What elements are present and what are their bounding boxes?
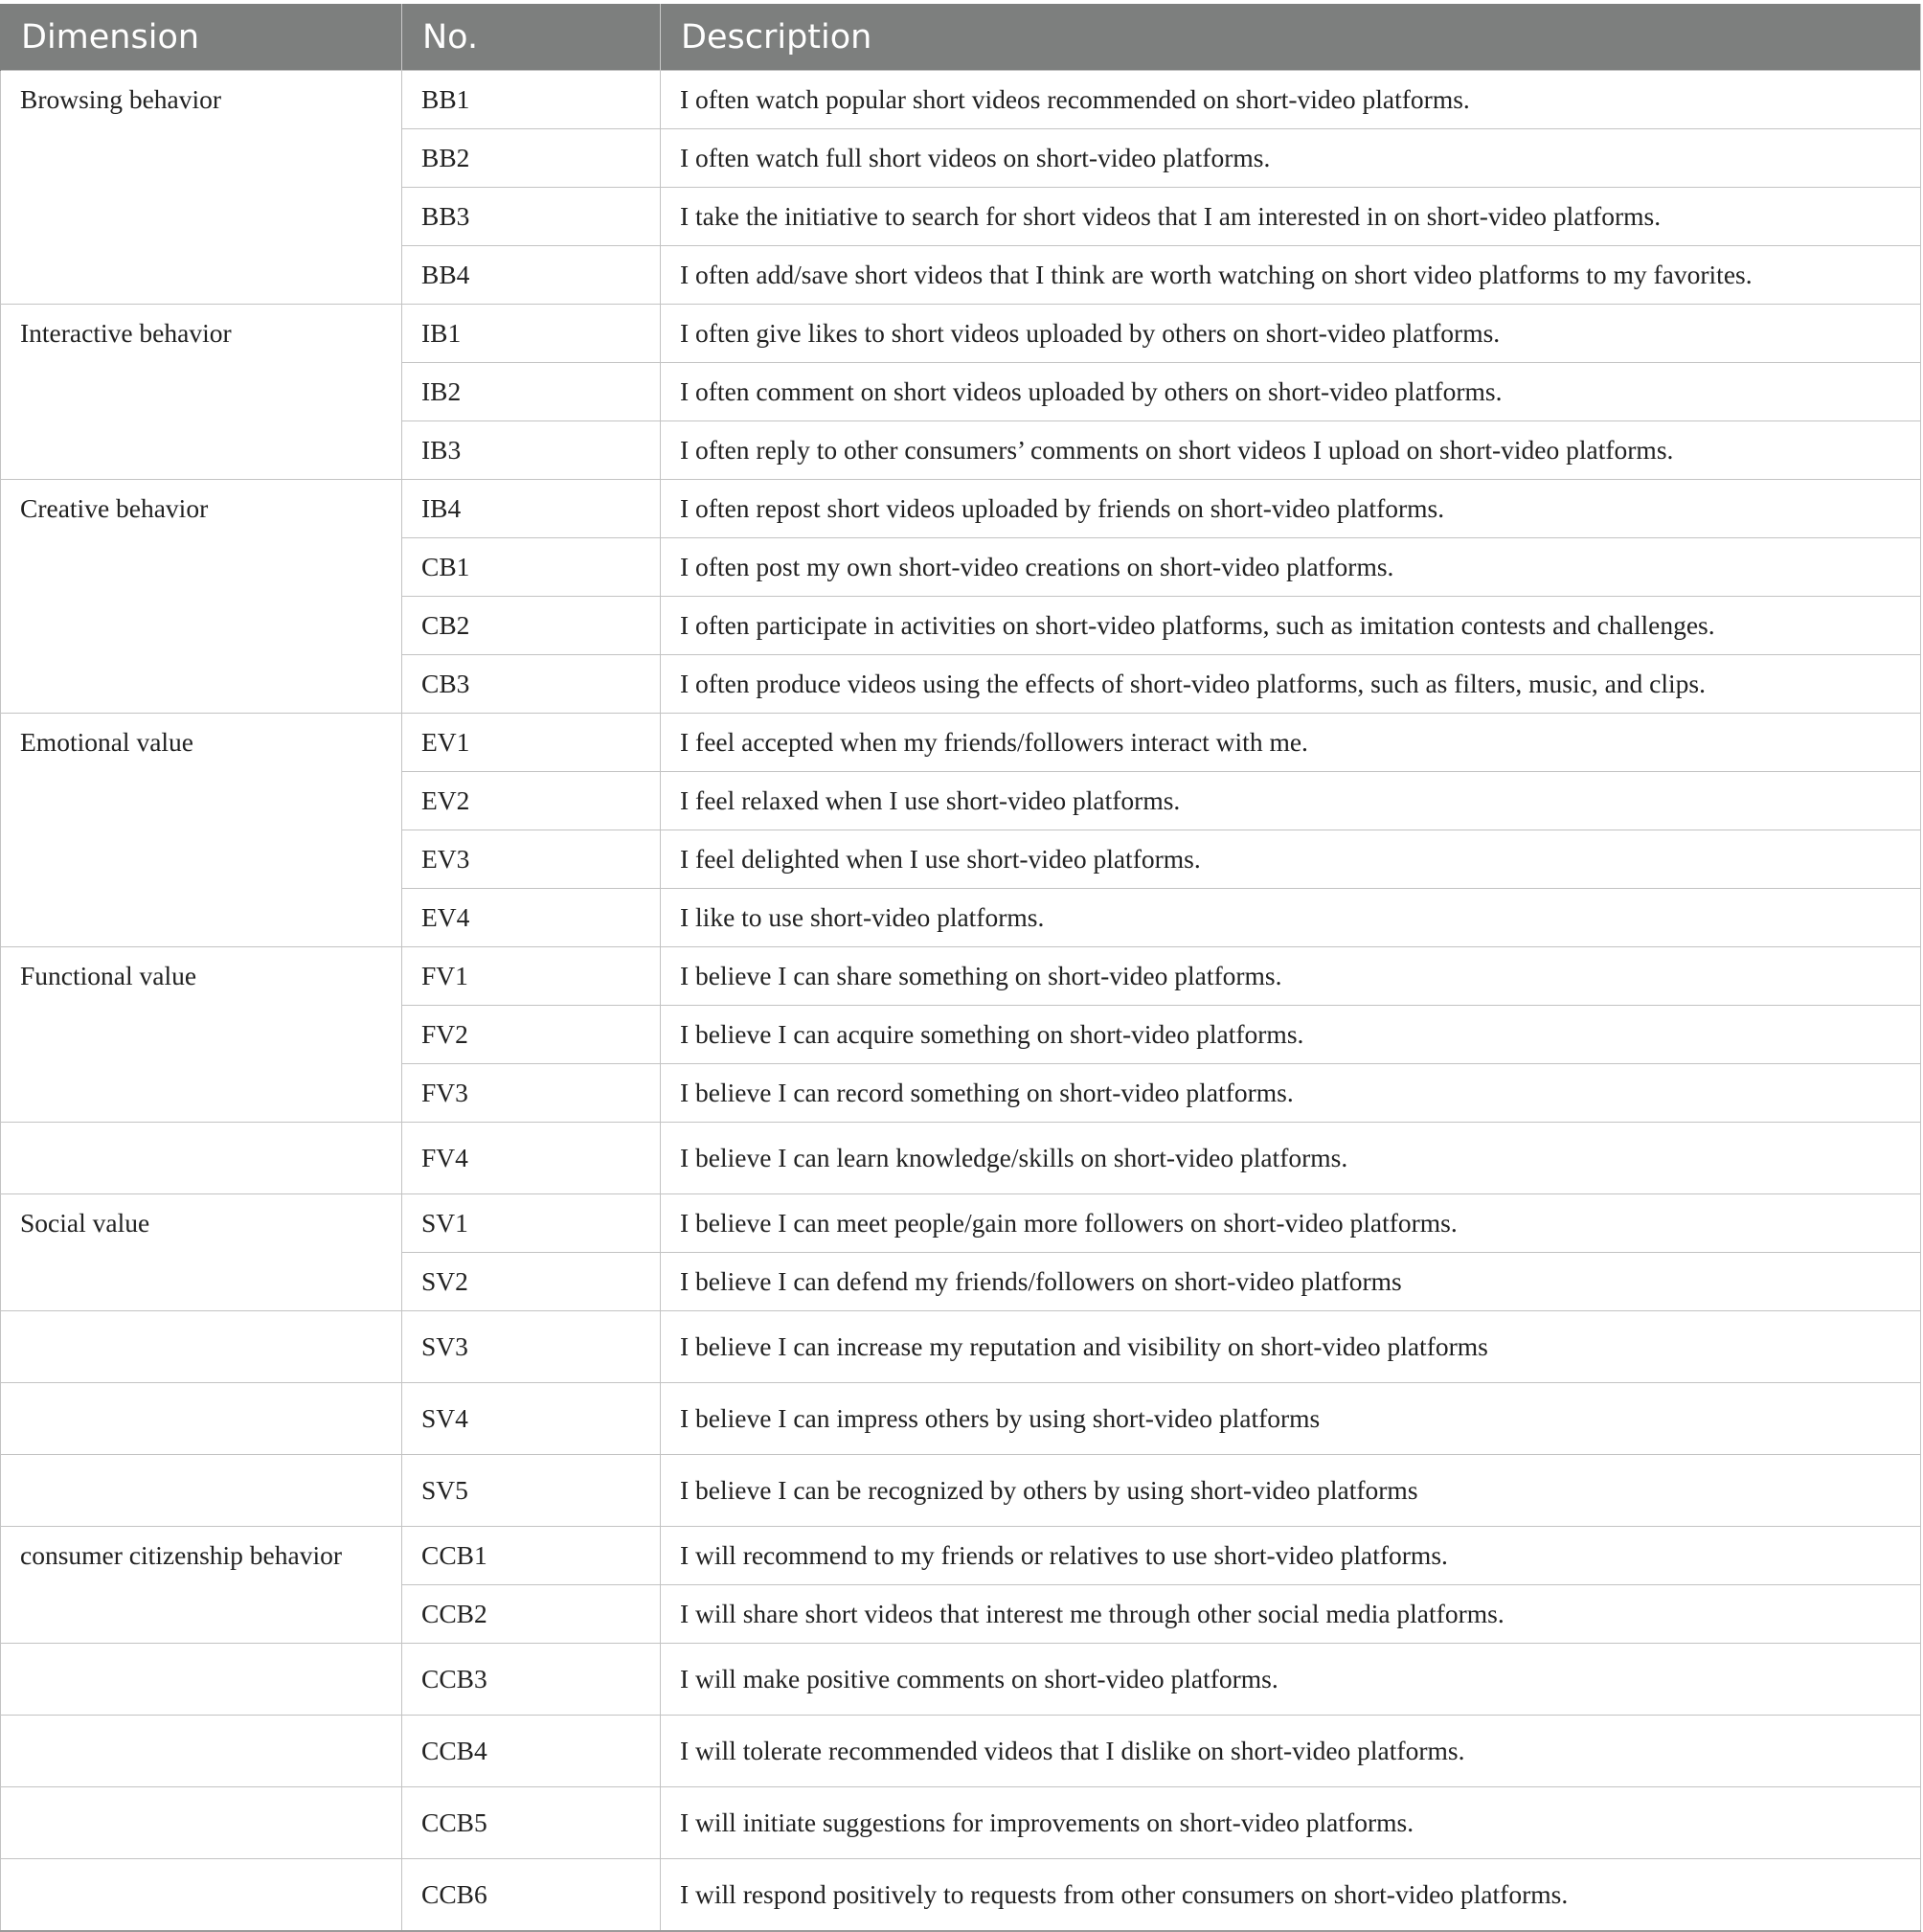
item-number-cell: SV5 bbox=[402, 1455, 661, 1527]
item-description-cell: I take the initiative to search for short videos that I am interested in on short-video platforms. bbox=[661, 188, 1921, 246]
item-description-cell: I often participate in activities on short-video platforms, such as imitation contests and challenges. bbox=[661, 597, 1921, 655]
item-number-cell: EV1 bbox=[402, 714, 661, 772]
item-description-cell: I often give likes to short videos uploaded by others on short-video platforms. bbox=[661, 305, 1921, 363]
dimension-cell: Emotional value bbox=[1, 714, 402, 947]
item-number-cell: SV2 bbox=[402, 1253, 661, 1311]
item-description-cell: I feel relaxed when I use short-video platforms. bbox=[661, 772, 1921, 830]
table-row bbox=[1, 1787, 1921, 1859]
table-row bbox=[1, 1716, 1921, 1787]
item-description-cell: I believe I can be recognized by others by using short-video platforms bbox=[661, 1455, 1921, 1527]
item-description-cell: I believe I can record something on short-video platforms. bbox=[661, 1064, 1921, 1123]
table-row bbox=[1, 480, 1921, 538]
table-row bbox=[1, 1527, 1921, 1585]
table-row bbox=[1, 1383, 1921, 1455]
item-number-cell: CCB3 bbox=[402, 1644, 661, 1716]
header-dimension: Dimension bbox=[1, 4, 402, 71]
item-number-cell: FV4 bbox=[402, 1123, 661, 1194]
item-number-cell: EV4 bbox=[402, 889, 661, 947]
item-number-cell: IB1 bbox=[402, 305, 661, 363]
item-description-cell: I will make positive comments on short-video platforms. bbox=[661, 1644, 1921, 1716]
dimension-cell: Creative behavior bbox=[1, 480, 402, 714]
item-description-cell: I believe I can acquire something on short-video platforms. bbox=[661, 1006, 1921, 1064]
item-description-cell: I often watch full short videos on short-video platforms. bbox=[661, 129, 1921, 188]
item-description-cell: I will initiate suggestions for improvements on short-video platforms. bbox=[661, 1787, 1921, 1859]
header-row bbox=[1, 4, 1921, 71]
table-row bbox=[1, 1455, 1921, 1527]
item-number-cell: BB2 bbox=[402, 129, 661, 188]
table-row bbox=[1, 1311, 1921, 1383]
item-number-cell: CB2 bbox=[402, 597, 661, 655]
dimension-cell bbox=[1, 1311, 402, 1383]
item-number-cell: CB1 bbox=[402, 538, 661, 597]
item-description-cell: I believe I can increase my reputation and visibility on short-video platforms bbox=[661, 1311, 1921, 1383]
item-number-cell: CCB1 bbox=[402, 1527, 661, 1585]
item-number-cell: CCB4 bbox=[402, 1716, 661, 1787]
item-number-cell: IB3 bbox=[402, 421, 661, 480]
item-description-cell: I believe I can impress others by using short-video platforms bbox=[661, 1383, 1921, 1455]
table-row bbox=[1, 1194, 1921, 1253]
item-number-cell: CCB6 bbox=[402, 1859, 661, 1932]
dimension-cell: Browsing behavior bbox=[1, 71, 402, 305]
item-number-cell: SV3 bbox=[402, 1311, 661, 1383]
item-number-cell: FV3 bbox=[402, 1064, 661, 1123]
item-number-cell: BB1 bbox=[402, 71, 661, 129]
item-number-cell: IB2 bbox=[402, 363, 661, 421]
item-description-cell: I often reply to other consumers’ comments on short videos I upload on short-video platforms. bbox=[661, 421, 1921, 480]
item-number-cell: CCB5 bbox=[402, 1787, 661, 1859]
table-row bbox=[1, 714, 1921, 772]
item-number-cell: IB4 bbox=[402, 480, 661, 538]
dimension-cell bbox=[1, 1644, 402, 1716]
table-row bbox=[1, 71, 1921, 129]
item-number-cell: CB3 bbox=[402, 655, 661, 714]
dimension-cell bbox=[1, 1859, 402, 1932]
item-description-cell: I often add/save short videos that I think are worth watching on short video platforms to my favorites. bbox=[661, 246, 1921, 305]
table-row bbox=[1, 1644, 1921, 1716]
item-number-cell: EV2 bbox=[402, 772, 661, 830]
dimension-cell bbox=[1, 1716, 402, 1787]
item-description-cell: I often produce videos using the effects of short-video platforms, such as filters, music, and clips. bbox=[661, 655, 1921, 714]
table-row bbox=[1, 305, 1921, 363]
item-description-cell: I feel accepted when my friends/followers interact with me. bbox=[661, 714, 1921, 772]
item-description-cell: I will respond positively to requests from other consumers on short-video platforms. bbox=[661, 1859, 1921, 1932]
item-description-cell: I often repost short videos uploaded by friends on short-video platforms. bbox=[661, 480, 1921, 538]
table-row bbox=[1, 1123, 1921, 1194]
item-number-cell: SV4 bbox=[402, 1383, 661, 1455]
dimension-cell bbox=[1, 1787, 402, 1859]
dimension-cell: consumer citizenship behavior bbox=[1, 1527, 402, 1644]
item-number-cell: BB4 bbox=[402, 246, 661, 305]
item-description-cell: I will tolerate recommended videos that I dislike on short-video platforms. bbox=[661, 1716, 1921, 1787]
table-header bbox=[1, 4, 1921, 71]
item-number-cell: BB3 bbox=[402, 188, 661, 246]
dimension-cell bbox=[1, 1123, 402, 1194]
item-description-cell: I often comment on short videos uploaded by others on short-video platforms. bbox=[661, 363, 1921, 421]
dimension-cell: Interactive behavior bbox=[1, 305, 402, 480]
header-no: No. bbox=[402, 4, 661, 71]
item-number-cell: FV1 bbox=[402, 947, 661, 1006]
item-description-cell: I will share short videos that interest me through other social media platforms. bbox=[661, 1585, 1921, 1644]
item-description-cell: I believe I can defend my friends/followers on short-video platforms bbox=[661, 1253, 1921, 1311]
item-description-cell: I often post my own short-video creations on short-video platforms. bbox=[661, 538, 1921, 597]
item-description-cell: I believe I can share something on short-video platforms. bbox=[661, 947, 1921, 1006]
item-description-cell: I believe I can meet people/gain more followers on short-video platforms. bbox=[661, 1194, 1921, 1253]
item-number-cell: FV2 bbox=[402, 1006, 661, 1064]
item-number-cell: EV3 bbox=[402, 830, 661, 889]
dimension-cell bbox=[1, 1455, 402, 1527]
measurement-items-table bbox=[0, 4, 1921, 1932]
table-body bbox=[1, 71, 1921, 1932]
item-number-cell: CCB2 bbox=[402, 1585, 661, 1644]
item-number-cell: SV1 bbox=[402, 1194, 661, 1253]
item-description-cell: I often watch popular short videos recommended on short-video platforms. bbox=[661, 71, 1921, 129]
dimension-cell: Social value bbox=[1, 1194, 402, 1311]
item-description-cell: I like to use short-video platforms. bbox=[661, 889, 1921, 947]
table-row bbox=[1, 1859, 1921, 1932]
item-description-cell: I will recommend to my friends or relatives to use short-video platforms. bbox=[661, 1527, 1921, 1585]
dimension-cell: Functional value bbox=[1, 947, 402, 1123]
table-row bbox=[1, 947, 1921, 1006]
item-description-cell: I feel delighted when I use short-video platforms. bbox=[661, 830, 1921, 889]
item-description-cell: I believe I can learn knowledge/skills on short-video platforms. bbox=[661, 1123, 1921, 1194]
header-description: Description bbox=[661, 4, 1921, 71]
dimension-cell bbox=[1, 1383, 402, 1455]
